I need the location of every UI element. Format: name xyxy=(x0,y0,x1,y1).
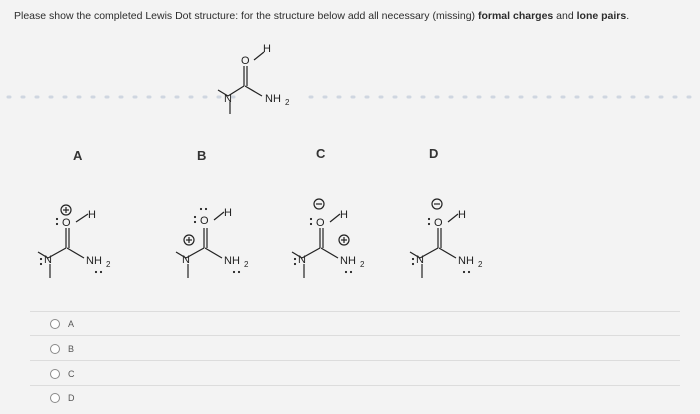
a-atom-n: N xyxy=(44,254,52,266)
option-divider xyxy=(30,360,680,361)
question-bold-lone-pairs: lone pairs xyxy=(576,10,627,22)
question-prefix: Please show the completed Lewis Dot structure: for the structure below add all necessary (missing) xyxy=(14,10,478,22)
c-atom-h: H xyxy=(340,209,348,221)
c-atom-nh2: NH xyxy=(340,255,356,267)
b-atom-n: N xyxy=(182,254,190,266)
question-bold-formal-charges: formal charges xyxy=(477,10,554,22)
a-atom-sub2: 2 xyxy=(106,260,111,269)
structure-c xyxy=(286,192,396,282)
question-text xyxy=(14,10,694,22)
b-atom-nh2: NH xyxy=(224,255,240,267)
question-suffix: . xyxy=(626,10,630,22)
b-atom-o: O xyxy=(200,215,209,227)
structure-label-b: B xyxy=(197,148,207,163)
c-atom-sub2: 2 xyxy=(360,260,365,269)
radio-c[interactable] xyxy=(50,369,60,379)
option-c-label: C xyxy=(68,369,75,379)
a-atom-nh2: NH xyxy=(86,255,102,267)
structure-label-c: C xyxy=(316,146,326,161)
structure-d xyxy=(404,192,514,282)
given-structure xyxy=(210,38,320,118)
structure-b xyxy=(168,196,278,286)
option-divider xyxy=(30,385,680,386)
d-atom-nh2: NH xyxy=(458,255,474,267)
option-divider xyxy=(30,311,680,312)
c-atom-o: O xyxy=(316,217,325,229)
structure-a xyxy=(32,196,142,286)
option-c[interactable] xyxy=(50,367,75,381)
option-b-label: B xyxy=(68,344,75,354)
b-atom-sub2: 2 xyxy=(244,260,249,269)
dotted-separator xyxy=(0,94,700,100)
option-d-label: D xyxy=(68,393,75,403)
structure-label-d: D xyxy=(429,146,439,161)
atom-sub2: 2 xyxy=(285,98,290,107)
d-atom-h: H xyxy=(458,209,466,221)
d-atom-n: N xyxy=(416,254,424,266)
a-atom-o: O xyxy=(62,217,71,229)
radio-d[interactable] xyxy=(50,393,60,403)
d-atom-o: O xyxy=(434,217,443,229)
option-a-label: A xyxy=(68,319,75,329)
question-mid: and xyxy=(553,10,577,22)
option-d[interactable] xyxy=(50,391,75,405)
atom-o: O xyxy=(241,55,250,67)
atom-nh2: NH xyxy=(265,93,281,105)
radio-a[interactable] xyxy=(50,319,60,329)
option-divider xyxy=(30,335,680,336)
d-atom-sub2: 2 xyxy=(478,260,483,269)
b-atom-h: H xyxy=(224,207,232,219)
option-b[interactable] xyxy=(50,342,74,356)
option-a[interactable] xyxy=(50,317,74,331)
atom-n: N xyxy=(224,93,232,105)
structure-label-a: A xyxy=(73,148,83,163)
radio-b[interactable] xyxy=(50,344,60,354)
a-atom-h: H xyxy=(88,209,96,221)
c-atom-n: N xyxy=(298,254,306,266)
atom-h: H xyxy=(263,43,271,55)
